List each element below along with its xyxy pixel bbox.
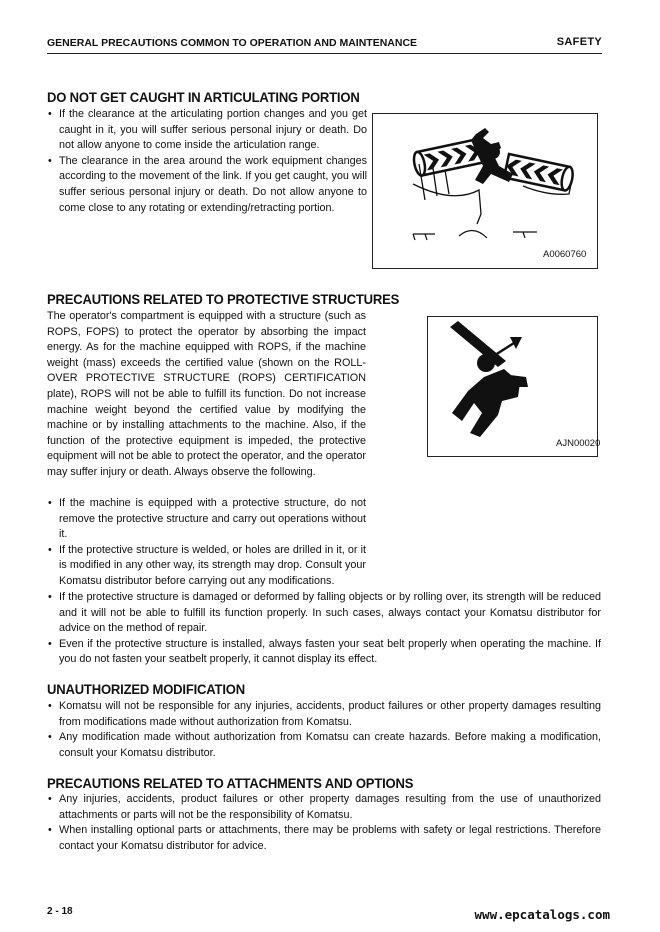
header-title: GENERAL PRECAUTIONS COMMON TO OPERATION AND MAINTENANCE [47,37,418,49]
falling-operator-illustration [428,317,597,456]
articulation-pinch-illustration [373,114,597,268]
section-title-unauthorized-modification: UNAUTHORIZED MODIFICATION [47,682,245,697]
articulation-hazard-figure [372,113,598,269]
list-item: • The clearance in the area around the work equipment changes according to the movement of the link. If you get caught, you will suffer serious personal injury or death. Do not allow anyone to come close to any rotating or extending/retracting portion. [47,154,367,216]
figure-code: AJN00020 [556,438,601,449]
page-header [47,36,602,54]
section-title-protective-structures: PRECAUTIONS RELATED TO PROTECTIVE STRUCTURES [47,292,400,307]
list-item: • Even if the protective structure is installed, always fasten your seat belt properly when operating the machine. If you do not fasten your seatbelt properly, it cannot display its effect. [47,637,601,668]
protective-bullet-list-wide [47,590,601,668]
list-item: • Any modification made without authorization from Komatsu can create hazards. Before making a modification, consult your Komatsu distributor. [47,730,601,761]
list-item: • Any injuries, accidents, product failures or other property damages resulting from the use of unauthorized attachments or parts will not be the responsibility of Komatsu. [47,792,601,823]
list-item: • If the protective structure is welded, or holes are drilled in it, or it is modified in any other way, its strength may drop. Consult your Komatsu distributor before carrying out any modifications. [47,543,366,590]
section-title-attachments: PRECAUTIONS RELATED TO ATTACHMENTS AND OPTIONS [47,776,414,791]
page-number: 2 - 18 [47,906,73,917]
site-watermark[interactable]: www.epcatalogs.com [474,907,610,922]
figure-code: A0060760 [543,249,587,260]
modification-bullet-list [47,699,601,761]
rops-hazard-figure [427,316,601,457]
articulating-bullet-list [47,107,367,216]
list-item: • If the clearance at the articulating portion changes and you get caught in it, you will suffer serious personal injury or death. Do not allow anyone to come inside the articulation range. [47,107,367,154]
list-item: • If the machine is equipped with a protective structure, do not remove the protective structure and carry out operations without it. [47,496,366,543]
attachments-bullet-list [47,792,601,854]
section-title-articulating: DO NOT GET CAUGHT IN ARTICULATING PORTION [47,90,360,105]
list-item: • Komatsu will not be responsible for any injuries, accidents, product failures or other property damages resulting from modifications made without authorization from Komatsu. [47,699,601,730]
list-item: • If the protective structure is damaged or deformed by falling objects or by rolling over, its strength will be reduced and it will not be able to fulfill its function properly. In such cases, always contact your Komatsu distributor for advice on the method of repair. [47,590,601,637]
list-item: • When installing optional parts or attachments, there may be problems with safety or legal restrictions. Therefore contact your Komatsu distributor for advice. [47,823,601,854]
header-section: SAFETY [556,36,602,48]
protective-structures-intro: The operator's compartment is equipped with a structure (such as ROPS, FOPS) to protect the operator by absorbing the impact energy. As for the machine equipped with ROPS, if the machine weight (mass) exceeds the certified value (shown on the ROLL-OVER PROTECTIVE STRUCTURE (ROPS) CERTIFICATION plate), ROPS will not be able to fulfill its function. Do not increase machine weight beyond the certified value by modifying the machine or by installing attachments to the machine. Also, if the function of the protective equipment is impeded, the protective equipment will not be able to protect the operator, and the operator may suffer injury or death. Always observe the following. [47,310,366,478]
protective-bullet-list-narrow [47,496,366,590]
